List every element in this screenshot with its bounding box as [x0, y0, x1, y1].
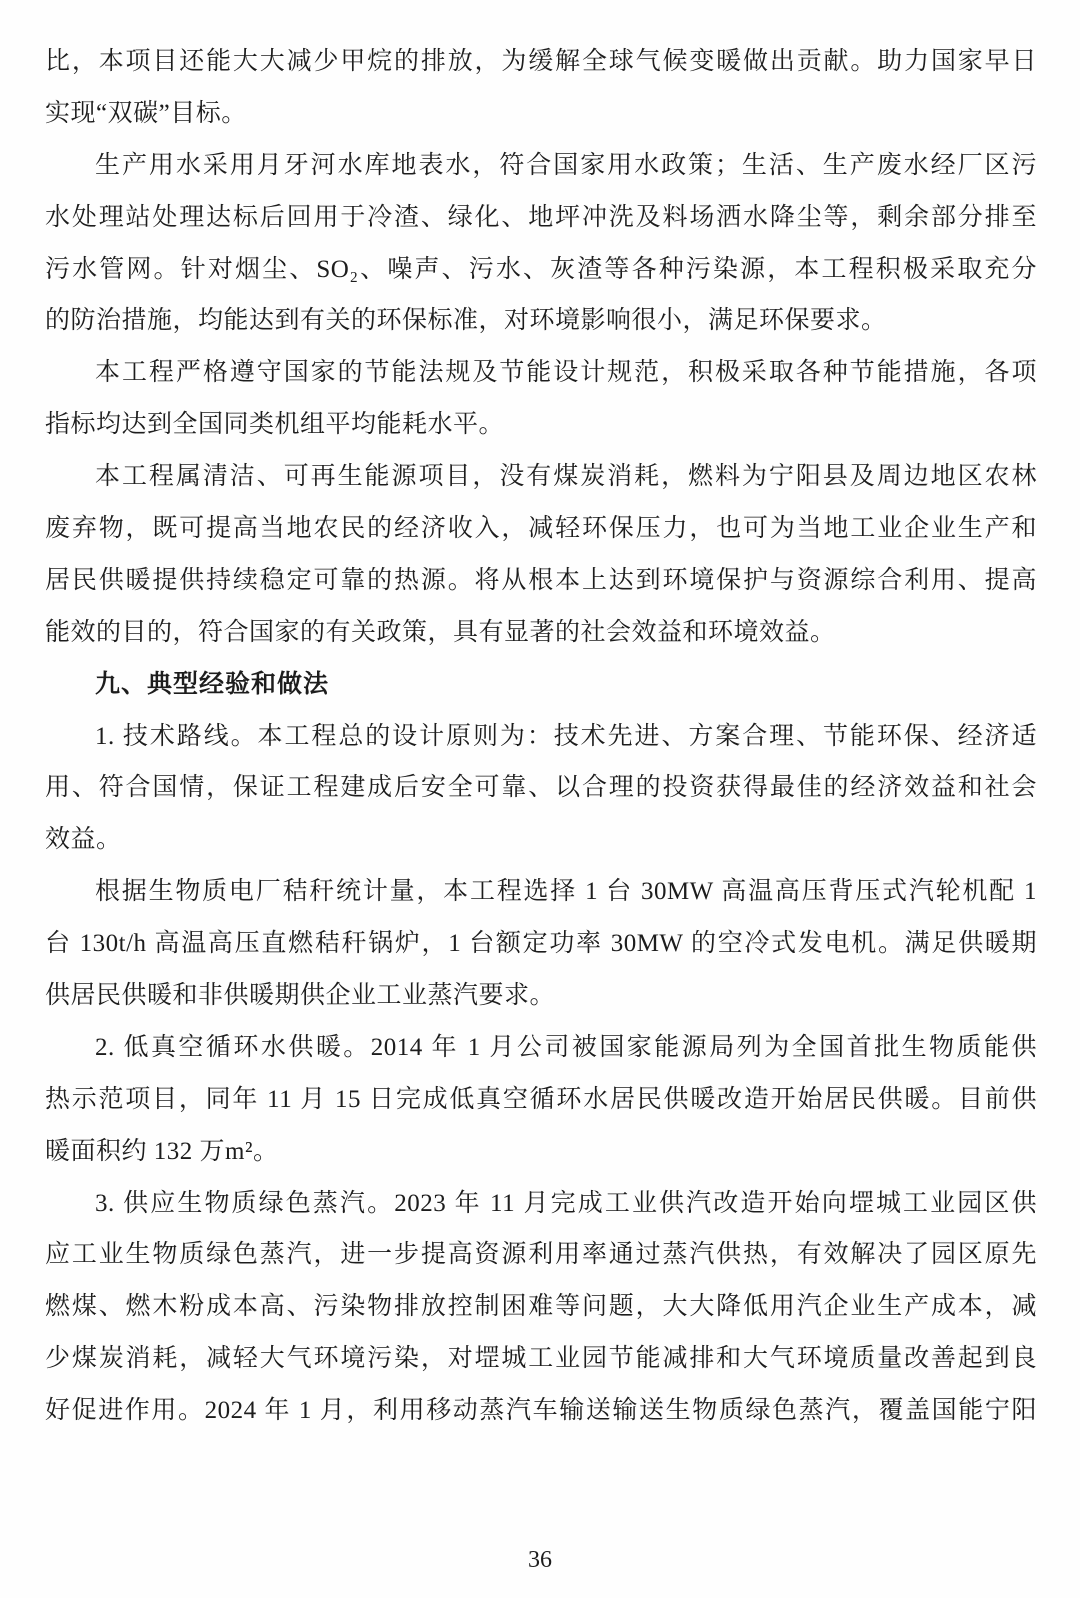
text-line: 本工程属清洁、可再生能源项目，没有煤炭消耗，燃料为宁阳县及周边地区农林	[95, 463, 1037, 491]
text-line: 废弃物，既可提高当地农民的经济收入，减轻环保压力，也可为当地工业企业生产和	[45, 515, 1037, 543]
section-heading: 九、典型经验和做法	[95, 669, 330, 698]
text-line: 水处理站处理达标后回用于冷渣、绿化、地坪冲洗及料场洒水降尘等，剩余部分排至	[45, 203, 1037, 231]
text-line: 指标均达到全国同类机组平均能耗水平。	[45, 411, 505, 439]
text-line: 用、符合国情，保证工程建成后安全可靠、以合理的投资获得最佳的经济效益和社会	[45, 774, 1037, 802]
text-line: 台 130t/h 高温高压直燃秸秆锅炉，1 台额定功率 30MW 的空冷式发电机。满足供暖期	[45, 930, 1037, 958]
text-line: 好促进作用。2024 年 1 月，利用移动蒸汽车输送输送生物质绿色蒸汽，覆盖国能宁阳	[45, 1397, 1037, 1425]
text-line: 热示范项目，同年 11 月 15 日完成低真空循环水居民供暖改造开始居民供暖。目前供	[45, 1085, 1037, 1113]
text-line: 的防治措施，均能达到有关的环保标准，对环境影响很小，满足环保要求。	[45, 307, 887, 335]
text-line: 1. 技术路线。本工程总的设计原则为：技术先进、方案合理、节能环保、经济适	[95, 722, 1037, 750]
text-line: 污水管网。针对烟尘、SO₂、噪声、污水、灰渣等各种污染源，本工程积极采取充分	[45, 255, 1037, 283]
text-line: 比，本项目还能大大减少甲烷的排放，为缓解全球气候变暖做出贡献。助力国家早日	[45, 48, 1037, 75]
text-line: 居民供暖提供持续稳定可靠的热源。将从根本上达到环境保护与资源综合利用、提高	[45, 566, 1037, 594]
text-line: 暖面积约 132 万m²。	[45, 1137, 279, 1165]
text-line: 3. 供应生物质绿色蒸汽。2023 年 11 月完成工业供汽改造开始向堽城工业园区供	[95, 1189, 1037, 1217]
text-line: 燃煤、燃木粉成本高、污染物排放控制困难等问题，大大降低用汽企业生产成本，减	[45, 1293, 1037, 1321]
text-line: 应工业生物质绿色蒸汽，进一步提高资源利用率通过蒸汽供热，有效解决了园区原先	[45, 1241, 1037, 1269]
page-number: 36	[528, 1547, 552, 1573]
document-body	[45, 36, 1037, 1437]
text-line: 实现“双碳”目标。	[45, 99, 247, 127]
text-line: 本工程严格遵守国家的节能法规及节能设计规范，积极采取各种节能措施，各项	[95, 359, 1037, 387]
text-line: 少煤炭消耗，减轻大气环境污染，对堽城工业园节能减排和大气环境质量改善起到良	[45, 1345, 1037, 1373]
text-line: 效益。	[45, 826, 122, 854]
text-line: 生产用水采用月牙河水库地表水，符合国家用水政策；生活、生产废水经厂区污	[95, 151, 1037, 179]
text-line: 根据生物质电厂秸秆统计量，本工程选择 1 台 30MW 高温高压背压式汽轮机配 1	[95, 878, 1037, 906]
text-line: 供居民供暖和非供暖期供企业工业蒸汽要求。	[45, 982, 556, 1010]
text-line: 能效的目的，符合国家的有关政策，具有显著的社会效益和环境效益。	[45, 618, 836, 646]
text-line: 2. 低真空循环水供暖。2014 年 1 月公司被国家能源局列为全国首批生物质能供	[95, 1033, 1037, 1061]
